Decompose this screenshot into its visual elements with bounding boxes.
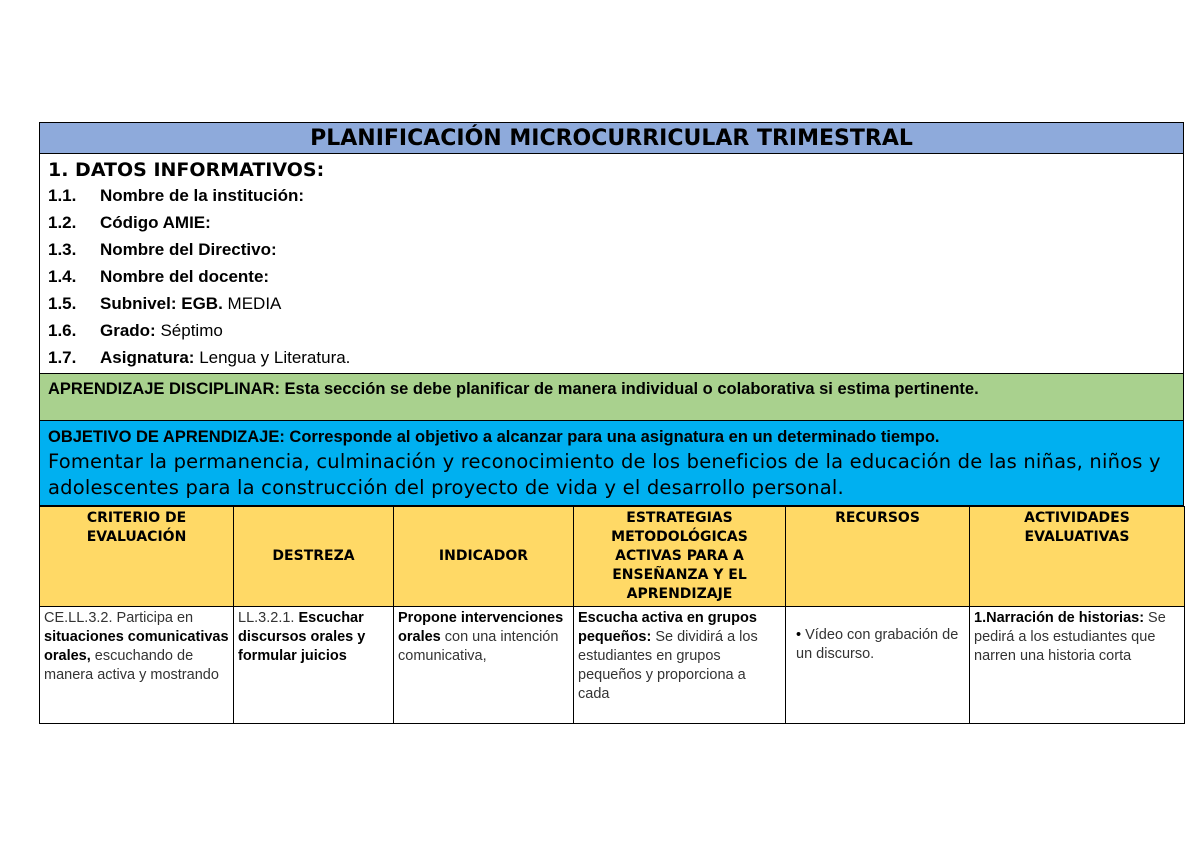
objetivo-label: OBJETIVO DE APRENDIZAJE: Corresponde al objetivo a alcanzar para una asignatura en un determinado tiempo.: [48, 428, 940, 446]
aprendizaje-disciplinar: APRENDIZAJE DISCIPLINAR: Esta sección se debe planificar de manera individual o colaborativa si estima pertinente.: [39, 374, 1184, 421]
datos-item-institucion: 1.1. Nombre de la institución:: [48, 186, 305, 205]
cell-criterio: CE.LL.3.2. Participa en situaciones comunicativas orales, escuchando de manera activa y mostrando: [40, 607, 234, 724]
datos-item-grado: 1.6. Grado: Séptimo: [48, 321, 223, 340]
datos-informativos-section: [39, 154, 1184, 374]
planning-table: [39, 506, 1185, 724]
datos-heading: 1. DATOS INFORMATIVOS:: [48, 159, 325, 181]
bullet-icon: •: [796, 627, 806, 643]
datos-item-asignatura: 1.7. Asignatura: Lengua y Literatura.: [48, 348, 351, 367]
header-actividades: ACTIVIDADES EVALUATIVAS: [970, 507, 1185, 607]
cell-destreza: LL.3.2.1. Escuchar discursos orales y formular juicios: [234, 607, 394, 724]
datos-item-amie: 1.2. Código AMIE:: [48, 213, 211, 232]
table-header-row: [40, 507, 1185, 607]
header-recursos: RECURSOS: [786, 507, 970, 607]
datos-item-subnivel: 1.5. Subnivel: EGB. MEDIA: [48, 294, 282, 313]
cell-actividad: 1.Narración de historias: Se pedirá a los estudiantes que narren una historia corta: [970, 607, 1185, 724]
document-title: PLANIFICACIÓN MICROCURRICULAR TRIMESTRAL: [39, 122, 1184, 154]
objetivo-text: Fomentar la permanencia, culminación y reconocimiento de los beneficios de la educación de las niñas, niños y adolescentes para la construcción del proyecto de vida y el desarrollo personal.: [48, 450, 1161, 499]
header-criterio: CRITERIO DE EVALUACIÓN: [40, 507, 234, 607]
header-indicador: INDICADOR: [394, 507, 574, 607]
header-estrategias: ESTRATEGIAS METODOLÓGICAS ACTIVAS PARA A ENSEÑANZA Y EL APRENDIZAJE: [574, 507, 786, 607]
cell-indicador: Propone intervenciones orales con una intención comunicativa,: [394, 607, 574, 724]
cell-estrategia: Escucha activa en grupos pequeños: Se dividirá a los estudiantes en grupos pequeños y proporciona a cada: [574, 607, 786, 724]
datos-item-directivo: 1.3. Nombre del Directivo:: [48, 240, 277, 259]
objetivo-aprendizaje: [39, 421, 1184, 506]
datos-item-docente: 1.4. Nombre del docente:: [48, 267, 270, 286]
header-destreza: DESTREZA: [234, 507, 394, 607]
planning-document: [39, 122, 1184, 724]
cell-recurso: • Vídeo con grabación de un discurso.: [786, 607, 970, 724]
table-row: [40, 607, 1185, 724]
